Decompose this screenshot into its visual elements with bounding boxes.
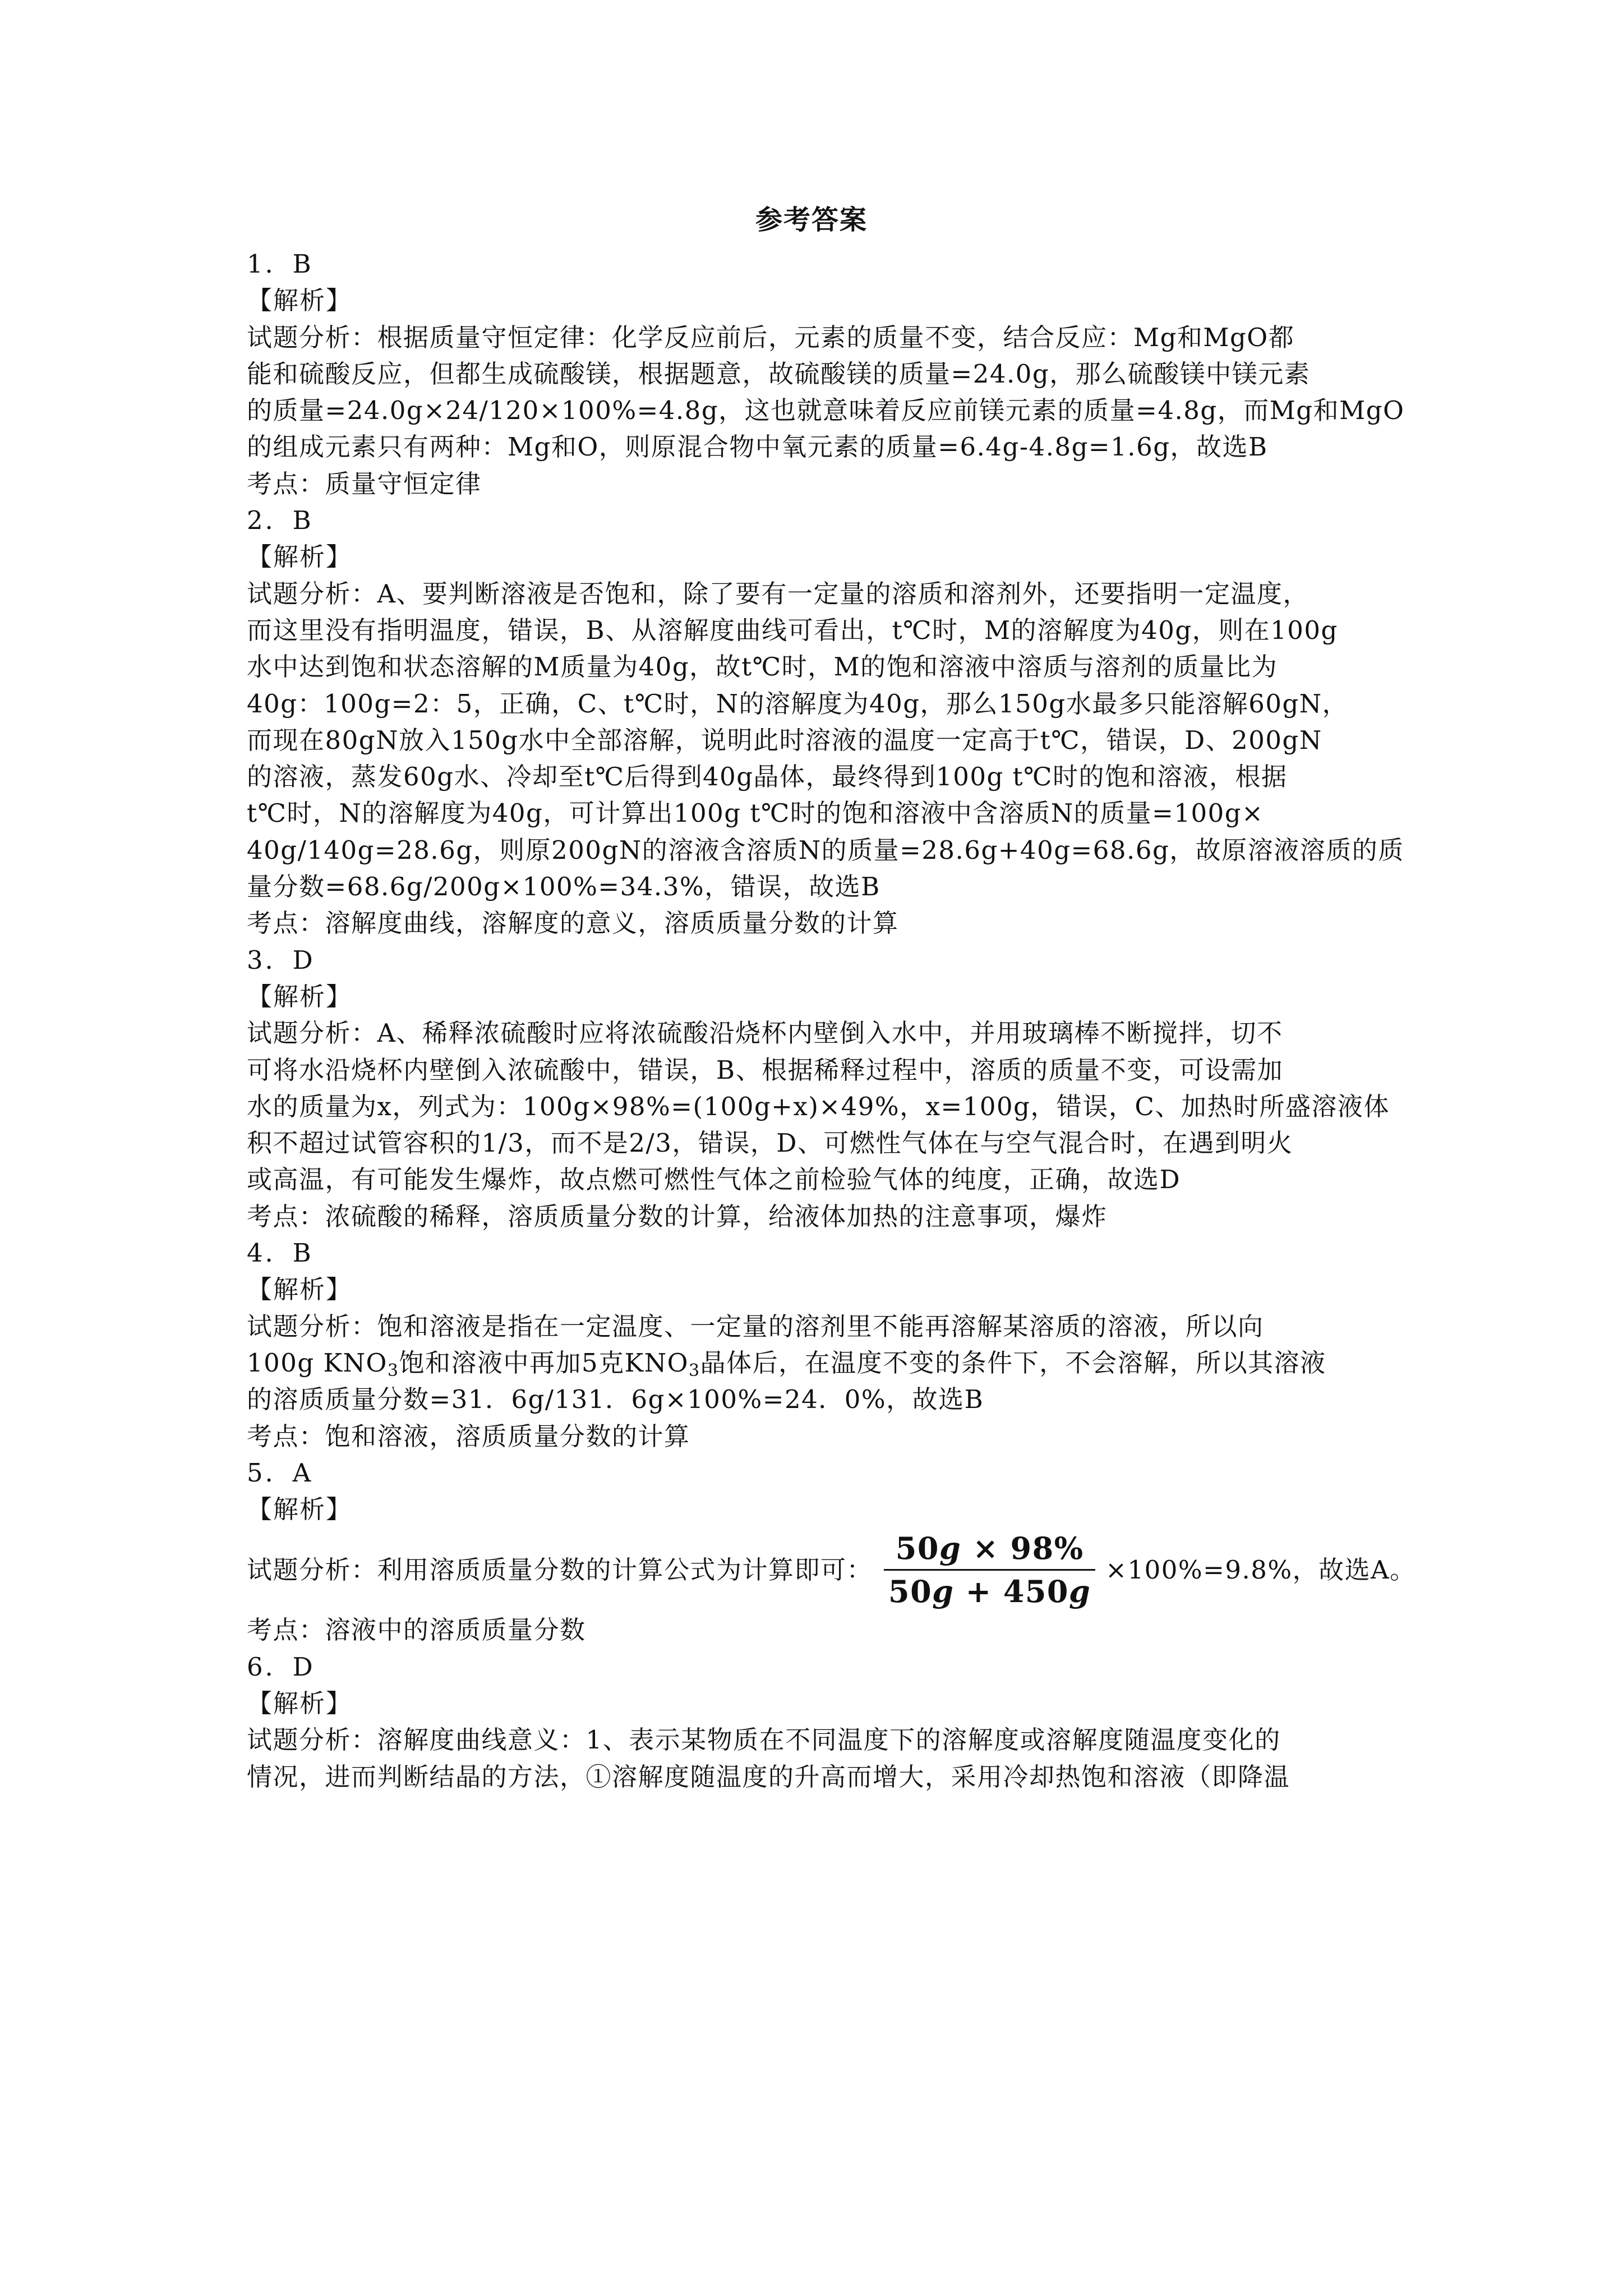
q4-text-segment: 晶体后，在温度不变的条件下，不会溶解，所以其溶液 bbox=[700, 1347, 1326, 1378]
q1-text-line: 试题分析：根据质量守恒定律：化学反应前后，元素的质量不变，结合反应：Mg和MgO都 bbox=[247, 322, 1295, 352]
q2-text-line: 水中达到饱和状态溶解的M质量为40g，故t℃时，M的饱和溶液中溶质与溶剂的质量比为 bbox=[247, 652, 1278, 682]
q4-subscript: 3 bbox=[387, 1360, 399, 1381]
q3-answer-number: 3．D bbox=[247, 945, 315, 975]
q2-text-line: 量分数=68.6g/200g×100%=34.3%，错误，故选B bbox=[247, 872, 880, 902]
q4-analysis-tag: 【解析】 bbox=[247, 1274, 353, 1305]
fraction-numerator: 50g × 98% bbox=[895, 1530, 1084, 1566]
q4-text-segment: 饱和溶液中再加5克KNO bbox=[399, 1347, 689, 1378]
q3-text-line: 试题分析：A、稀释浓硫酸时应将浓硫酸沿烧杯内壁倒入水中，并用玻璃棒不断搅拌，切不 bbox=[247, 1018, 1283, 1048]
q6-analysis-tag: 【解析】 bbox=[247, 1688, 353, 1718]
q5-text-prefix: 试题分析：利用溶质质量分数的计算公式为计算即可： bbox=[247, 1554, 873, 1585]
q4-text-line: 的溶质质量分数=31．6g/131．6g×100%=24．0%，故选B bbox=[247, 1384, 984, 1415]
q3-text-line: 或高温，有可能发生爆炸，故点燃可燃性气体之前检验气体的纯度，正确，故选D bbox=[247, 1165, 1181, 1195]
q4-answer-number: 4．B bbox=[247, 1238, 313, 1268]
q2-text-line: 而现在80gN放入150g水中全部溶解，说明此时溶液的温度一定高于t℃，错误，D、200gN bbox=[247, 725, 1322, 755]
q3-analysis-tag: 【解析】 bbox=[247, 981, 353, 1011]
q5-analysis-tag: 【解析】 bbox=[247, 1494, 353, 1525]
q1-answer-number: 1．B bbox=[247, 249, 313, 279]
q3-text-line: 积不超过试管容积的1/3，而不是2/3，错误，D、可燃性气体在与空气混合时，在遇到明火 bbox=[247, 1128, 1293, 1158]
q6-answer-number: 6．D bbox=[247, 1651, 315, 1682]
q2-text-line: 40g：100g=2：5，正确，C、t℃时，N的溶解度为40g，那么150g水最多只能溶解60gN， bbox=[247, 688, 1349, 719]
q2-knowledge-point: 考点：溶解度曲线，溶解度的意义，溶质质量分数的计算 bbox=[247, 908, 899, 938]
q6-text-line: 情况，进而判断结晶的方法，①溶解度随温度的升高而增大，采用冷却热饱和溶液（即降温 bbox=[247, 1761, 1290, 1792]
q6-text-line: 试题分析：溶解度曲线意义：1、表示某物质在不同温度下的溶解度或溶解度随温度变化的 bbox=[247, 1725, 1281, 1755]
fraction-denominator: 50g + 450g bbox=[888, 1573, 1091, 1609]
q2-text-line: 试题分析：A、要判断溶液是否饱和，除了要有一定量的溶质和溶剂外，还要指明一定温度， bbox=[247, 578, 1310, 609]
q2-text-line: 40g/140g=28.6g，则原200gN的溶液含溶质N的质量=28.6g+40g=68.6g，故原溶液溶质的质 bbox=[247, 835, 1404, 865]
q5-fraction bbox=[884, 1531, 1095, 1609]
q5-knowledge-point: 考点：溶液中的溶质质量分数 bbox=[247, 1615, 586, 1645]
page-title: 参考答案 bbox=[755, 204, 868, 236]
q5-text-suffix: ×100%=9.8%，故选A。 bbox=[1105, 1554, 1416, 1585]
q2-text-line: t℃时，N的溶解度为40g，可计算出100g t℃时的饱和溶液中含溶质N的质量=100g× bbox=[247, 798, 1264, 829]
q5-formula-line bbox=[247, 1527, 1416, 1612]
q5-answer-number: 5．A bbox=[247, 1457, 313, 1488]
q3-knowledge-point: 考点：浓硫酸的稀释，溶质质量分数的计算，给液体加热的注意事项，爆炸 bbox=[247, 1201, 1108, 1231]
q1-analysis-tag: 【解析】 bbox=[247, 286, 353, 316]
q2-answer-number: 2．B bbox=[247, 505, 313, 536]
q1-text-line: 的质量=24.0g×24/120×100%=4.8g，这也就意味着反应前镁元素的质量=4.8g，而Mg和MgO bbox=[247, 395, 1405, 426]
answer-content bbox=[247, 246, 1416, 1795]
q2-text-line: 的溶液，蒸发60g水、冷却至t℃后得到40g晶体，最终得到100g t℃时的饱和溶液，根据 bbox=[247, 762, 1288, 792]
q2-analysis-tag: 【解析】 bbox=[247, 542, 353, 572]
q1-text-line: 能和硫酸反应，但都生成硫酸镁，根据题意，故硫酸镁的质量=24.0g，那么硫酸镁中镁元素 bbox=[247, 358, 1311, 389]
q1-knowledge-point: 考点：质量守恒定律 bbox=[247, 468, 482, 499]
q3-text-line: 可将水沿烧杯内壁倒入浓硫酸中，错误，B、根据稀释过程中，溶质的质量不变，可设需加 bbox=[247, 1055, 1284, 1085]
q4-subscript: 3 bbox=[689, 1360, 700, 1381]
q3-text-line: 水的质量为x，列式为：100g×98%=(100g+x)×49%，x=100g，错误，C、加热时所盛溶液体 bbox=[247, 1091, 1390, 1121]
q2-text-line: 而这里没有指明温度，错误，B、从溶解度曲线可看出，t℃时，M的溶解度为40g，则在100g bbox=[247, 615, 1338, 645]
q1-text-line: 的组成元素只有两种：Mg和O，则原混合物中氧元素的质量=6.4g-4.8g=1.6g，故选B bbox=[247, 432, 1268, 462]
q4-text-line: 试题分析：饱和溶液是指在一定温度、一定量的溶剂里不能再溶解某溶质的溶液，所以向 bbox=[247, 1311, 1264, 1341]
q4-text-line-with-formula bbox=[247, 1345, 1402, 1381]
q4-knowledge-point: 考点：饱和溶液，溶质质量分数的计算 bbox=[247, 1421, 690, 1451]
q4-text-segment: 100g KNO bbox=[247, 1347, 388, 1378]
